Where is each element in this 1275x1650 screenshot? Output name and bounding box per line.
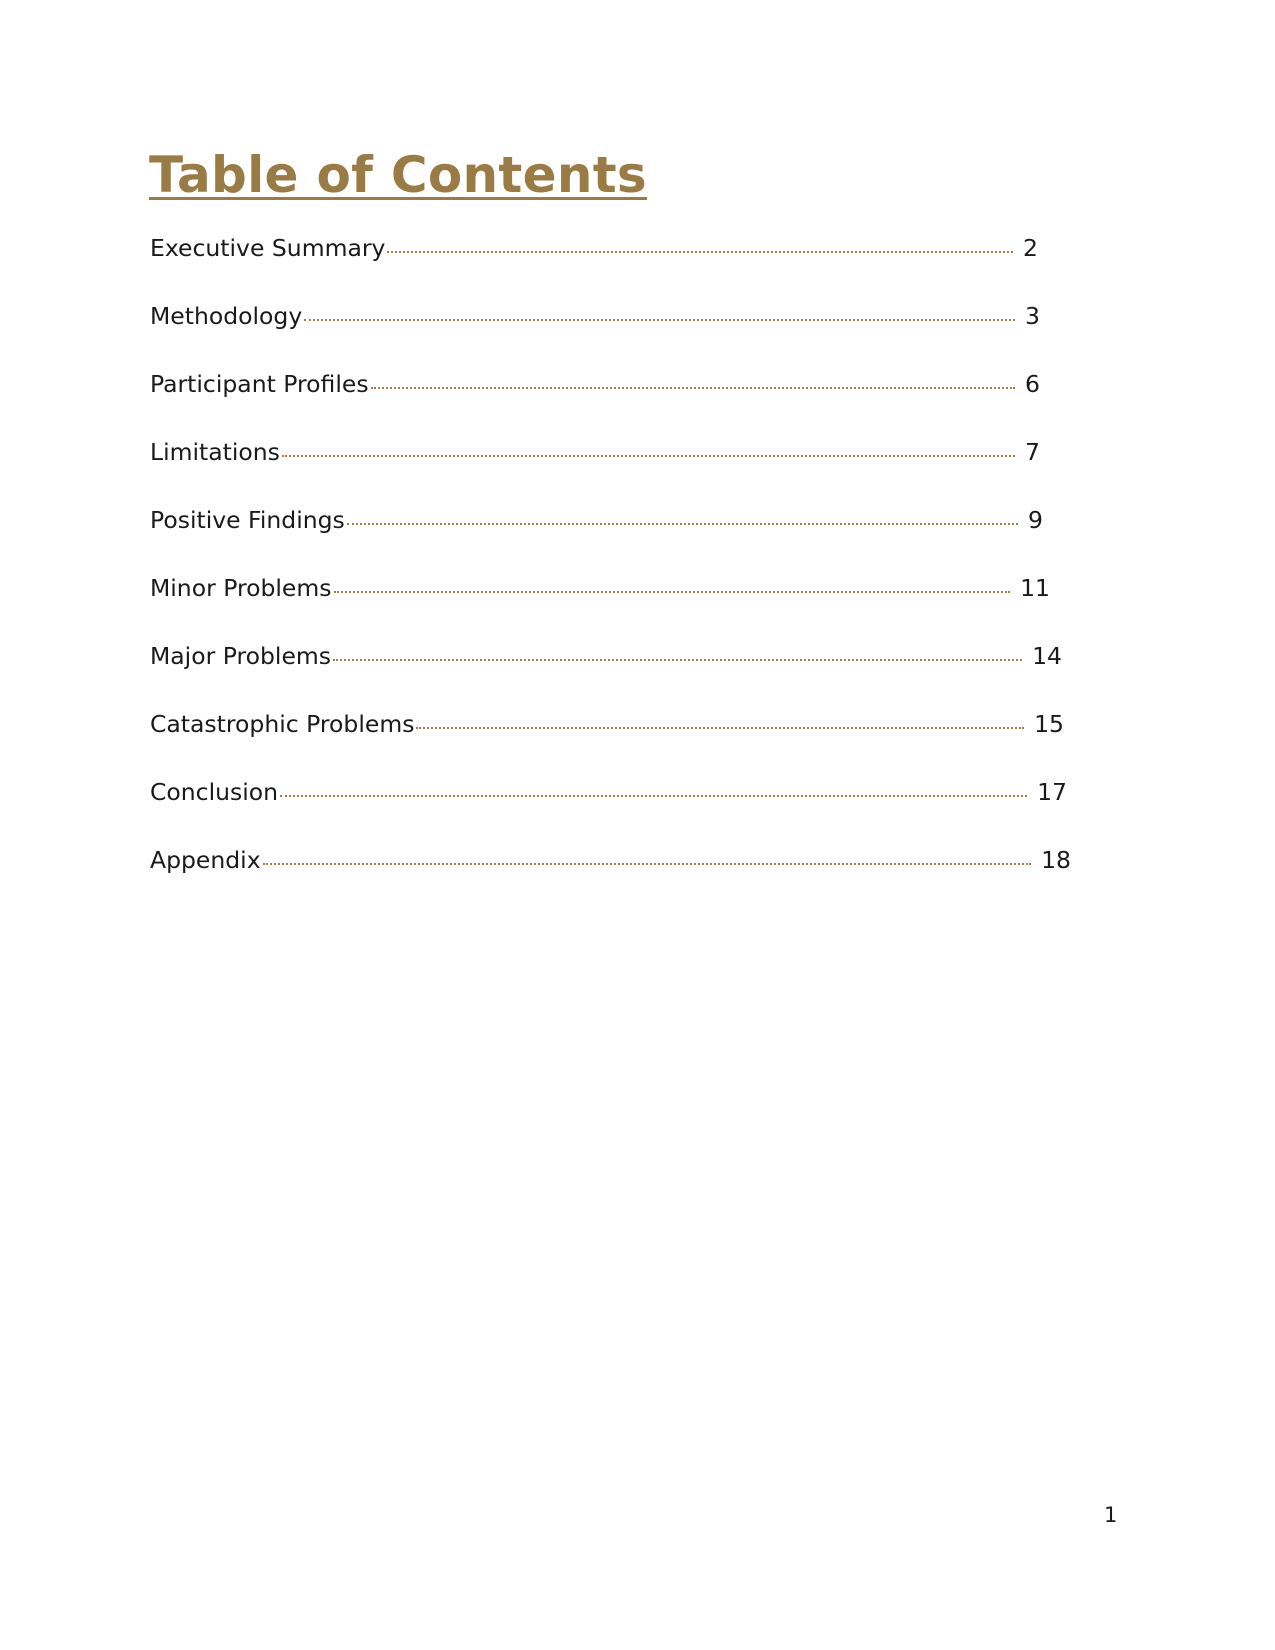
toc-entry-appendix[interactable] [150, 846, 1071, 874]
toc-entry-page: 3 [1025, 302, 1040, 330]
dot-leader [347, 523, 1018, 525]
dot-leader [416, 727, 1024, 729]
toc-entry-methodology[interactable] [150, 302, 1040, 330]
toc-entry-page: 9 [1028, 506, 1043, 534]
dot-leader [304, 319, 1015, 321]
dot-leader [263, 863, 1031, 865]
dot-leader [371, 387, 1015, 389]
toc-entry-label: Conclusion [150, 778, 279, 806]
toc-entry-limitations[interactable] [150, 438, 1040, 466]
toc-entry-page: 15 [1034, 710, 1064, 738]
toc-entry-label: Appendix [150, 846, 261, 874]
dot-leader [334, 591, 1011, 593]
toc-entry-conclusion[interactable] [150, 778, 1067, 806]
toc-entry-major-problems[interactable] [150, 642, 1062, 670]
toc-entry-minor-problems[interactable] [150, 574, 1050, 602]
toc-entry-page: 6 [1025, 370, 1040, 398]
toc-entry-participant-profiles[interactable] [150, 370, 1040, 398]
dot-leader [387, 251, 1013, 253]
dot-leader [282, 455, 1015, 457]
page-title: Table of Contents [149, 146, 647, 204]
toc-entry-label: Methodology [150, 302, 303, 330]
page-number: 1 [1104, 1503, 1118, 1527]
toc-entry-page: 7 [1025, 438, 1040, 466]
toc-entry-page: 11 [1020, 574, 1050, 602]
toc-entry-label: Positive Findings [150, 506, 345, 534]
toc-entry-positive-findings[interactable] [150, 506, 1043, 534]
dot-leader [280, 795, 1027, 797]
toc-entry-label: Catastrophic Problems [150, 710, 415, 738]
dot-leader [333, 659, 1022, 661]
toc-entry-executive-summary[interactable] [150, 234, 1038, 262]
toc-entry-label: Minor Problems [150, 574, 332, 602]
toc-entry-page: 2 [1023, 234, 1038, 262]
toc-entry-label: Limitations [150, 438, 280, 466]
toc-entry-catastrophic-problems[interactable] [150, 710, 1064, 738]
toc-entry-label: Executive Summary [150, 234, 386, 262]
toc-entry-page: 17 [1037, 778, 1067, 806]
toc-entry-label: Participant Profiles [150, 370, 369, 398]
toc-entry-label: Major Problems [150, 642, 332, 670]
toc-entry-page: 18 [1041, 846, 1071, 874]
toc-entry-page: 14 [1032, 642, 1062, 670]
